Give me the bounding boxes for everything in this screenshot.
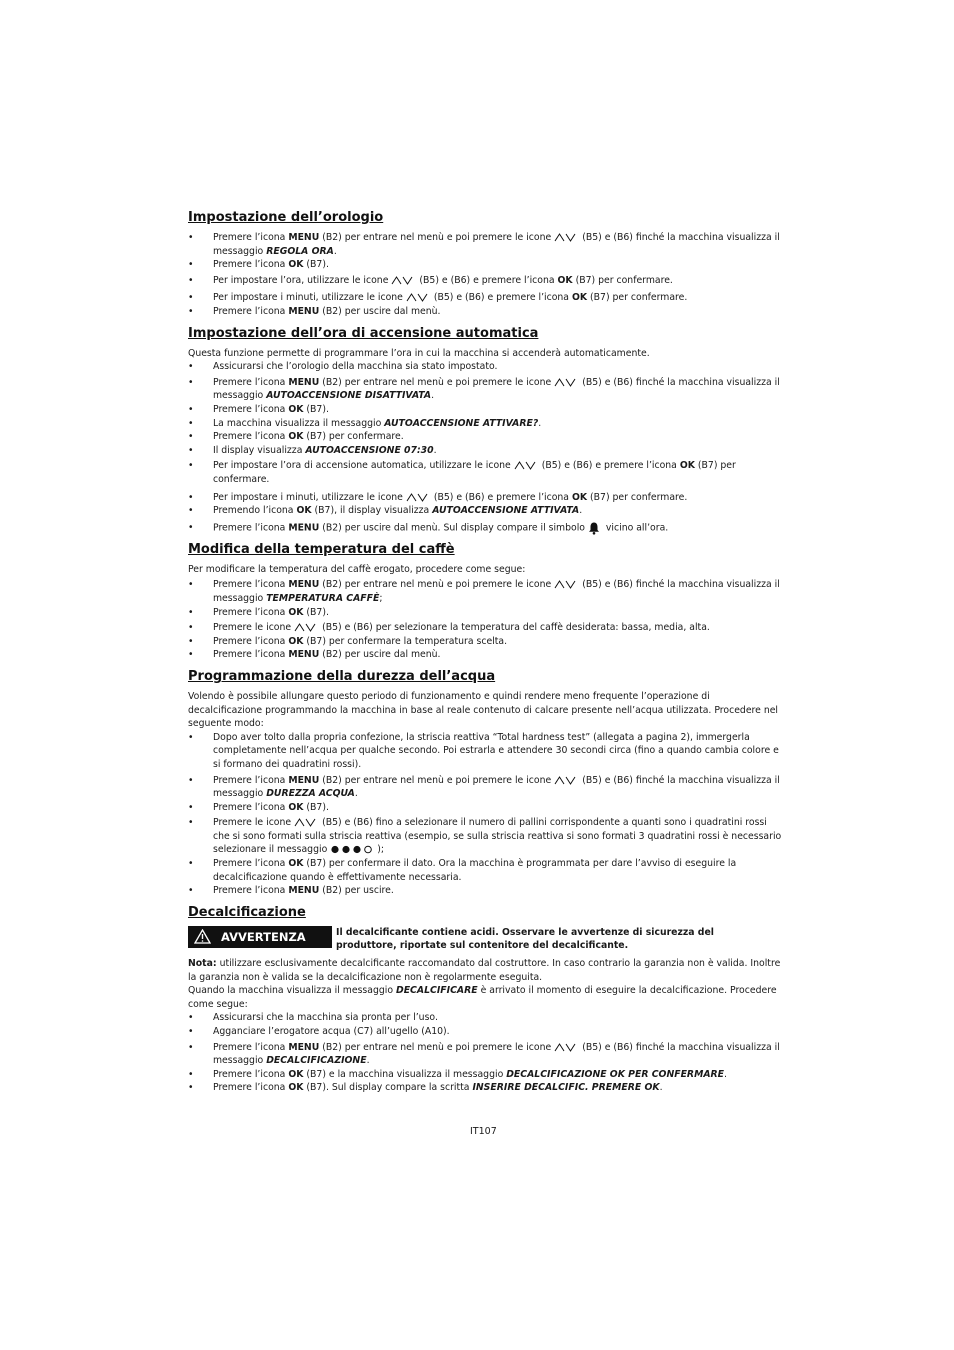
step-list [188, 731, 782, 898]
section-temperatura [188, 541, 782, 662]
list-item: • Premere l’icona OK (B7) per confermare. [188, 430, 782, 444]
up-down-arrows-icon [294, 818, 316, 827]
section-title: Impostazione dell’orologio [188, 210, 384, 225]
list-item: • Premere l’icona OK (B7). [188, 801, 782, 815]
section-intro: Questa funzione permette di programmare l’ora in cui la macchina si accenderà automaticamente. [188, 347, 650, 359]
up-down-arrows-icon [554, 776, 576, 785]
up-down-arrows-icon [554, 378, 576, 387]
bell-icon [587, 521, 601, 535]
page-number: IT107 [470, 1126, 497, 1137]
list-item: • Premere l’icona OK (B7) per confermare il dato. Ora la macchina è programmata per dare l’avviso di eseguire la decalcificazione quando è effettivamente necessaria. [188, 857, 782, 884]
up-down-arrows-icon [406, 493, 428, 502]
list-item: • Per impostare i minuti, utilizzare le icone (B5) e (B6) e premere l’icona OK (B7) per confermare. [188, 291, 782, 305]
section-title: Decalcificazione [188, 904, 306, 920]
list-item: • Premere l’icona OK (B7). [188, 258, 782, 272]
list-item: • Per impostare l’ora di accensione automatica, utilizzare le icone (B5) e (B6) e premere l’icona OK (B7) per confermare. [188, 459, 782, 486]
list-item: • Premere l’icona OK (B7). [188, 606, 782, 620]
list-item: • Premere l’icona MENU (B2) per entrare nel menù e poi premere le icone (B5) e (B6) finché la macchina visualizza il messaggio REGOLA ORA. [188, 231, 782, 258]
list-item: • Premere l’icona MENU (B2) per entrare nel menù e poi premere le icone (B5) e (B6) finché la macchina visualizza il messaggio DUREZZA ACQUA. [188, 774, 782, 801]
list-item: • La macchina visualizza il messaggio AUTOACCENSIONE ATTIVARE?. [188, 417, 782, 431]
intro-paragraph: Quando la macchina visualizza il messaggio DECALCIFICARE è arrivato il momento di eseguire la decalcificazione. Procedere come segue: [188, 985, 777, 1010]
section-durezza-acqua [188, 668, 782, 898]
section-intro: Per modificare la temperatura del caffè erogato, procedere come segue: [188, 563, 526, 575]
document-body [188, 209, 782, 1101]
list-item: • Premere l’icona MENU (B2) per uscire dal menù. Sul display compare il simbolo vicino all’ora. [188, 521, 782, 535]
section-orologio [188, 209, 782, 319]
section-title: Impostazione dell’ora di accensione automatica [188, 325, 539, 341]
step-list [188, 578, 782, 662]
up-down-arrows-icon [554, 233, 576, 242]
list-item: • Per impostare l’ora, utilizzare le icone (B5) e (B6) e premere l’icona OK (B7) per confermare. [188, 274, 782, 288]
list-item: • Premere l’icona OK (B7). Sul display compare la scritta INSERIRE DECALCIFIC. PREMERE OK. [188, 1081, 782, 1095]
list-item: • Il display visualizza AUTOACCENSIONE 07:30. [188, 444, 782, 458]
list-item: • Premere l’icona MENU (B2) per entrare nel menù e poi premere le icone (B5) e (B6) finché la macchina visualizza il messaggio AUTOACCENSIONE DISATTIVATA. [188, 376, 782, 403]
list-item: • Premendo l’icona OK (B7), il display visualizza AUTOACCENSIONE ATTIVATA. [188, 504, 782, 518]
step-list [188, 231, 782, 319]
warning-block [188, 926, 782, 953]
list-item: • Premere l’icona OK (B7) e la macchina visualizza il messaggio DECALCIFICAZIONE OK PER CONFERMARE. [188, 1068, 782, 1082]
list-item: • Premere le icone (B5) e (B6) per selezionare la temperatura del caffè desiderata: bassa, media, alta. [188, 621, 782, 635]
warning-badge [188, 926, 332, 948]
up-down-arrows-icon [514, 461, 536, 470]
warning-triangle-icon [194, 929, 211, 944]
list-item: • Premere l’icona OK (B7). [188, 403, 782, 417]
up-down-arrows-icon [554, 1043, 576, 1052]
up-down-arrows-icon [294, 623, 316, 632]
list-item: • Per impostare i minuti, utilizzare le icone (B5) e (B6) e premere l’icona OK (B7) per confermare. [188, 491, 782, 505]
list-item: • Premere l’icona MENU (B2) per uscire dal menù. [188, 305, 782, 319]
list-item: • Assicurarsi che la macchina sia pronta per l’uso. [188, 1011, 782, 1025]
list-item: • Agganciare l’erogatore acqua (C7) all’ugello (A10). [188, 1025, 782, 1039]
list-item: • Premere l’icona MENU (B2) per entrare nel menù e poi premere le icone (B5) e (B6) finché la macchina visualizza il messaggio DECALCIFICAZIONE. [188, 1041, 782, 1068]
section-title: Modifica della temperatura del caffè [188, 541, 455, 557]
list-item: • Premere l’icona MENU (B2) per uscire dal menù. [188, 648, 782, 662]
list-item: • Premere l’icona MENU (B2) per entrare nel menù e poi premere le icone (B5) e (B6) finché la macchina visualizza il messaggio TEMPERATURA CAFFÈ; [188, 578, 782, 605]
nota-paragraph: Nota: utilizzare esclusivamente decalcificante raccomandato dal costruttore. In caso contrario la garanzia non è valida. Inoltre la garanzia non è valida se la decalcificazione non è regolarmente eseguita. [188, 958, 781, 983]
warning-label: AVVERTENZA [221, 929, 306, 944]
step-list [188, 360, 782, 535]
up-down-arrows-icon [391, 276, 413, 285]
section-intro: Volendo è possibile allungare questo periodo di funzionamento e quindi rendere meno frequente l’operazione di decalcificazione programmando la macchina in base al reale contenuto di calcare presente nell’acqua utilizzata. Procedere nel seguente modo: [188, 690, 779, 730]
up-down-arrows-icon [406, 293, 428, 302]
hardness-dots-icon [330, 845, 374, 854]
step-list [188, 1011, 782, 1095]
section-title: Programmazione della durezza dell’acqua [188, 668, 496, 684]
up-down-arrows-icon [554, 580, 576, 589]
section-accensione-automatica [188, 325, 782, 535]
list-item: • Assicurarsi che l’orologio della macchina sia stato impostato. [188, 360, 782, 374]
list-item: • Premere l’icona OK (B7) per confermare la temperatura scelta. [188, 635, 782, 649]
section-decalcificazione [188, 904, 782, 1095]
list-item: • Premere l’icona MENU (B2) per uscire. [188, 884, 782, 898]
warning-text: Il decalcificante contiene acidi. Osservare le avvertenze di sicurezza del produttore, riportate sul contenitore del decalcificante. [336, 926, 714, 952]
list-item: • Dopo aver tolto dalla propria confezione, la striscia reattiva “Total hardness test” (allegata a pagina 2), immergerla completamente nell’acqua per qualche secondo. Poi estrarla e attendere 30 secondi circa (fino a quando cambia colore e si formano dei quadratini rossi). [188, 731, 782, 772]
list-item: • Premere le icone (B5) e (B6) fino a selezionare il numero di pallini corrispondente a quanti sono i quadratini rossi che si sono formati sulla striscia reattiva (esempio, se sulla striscia reattiva si sono formati 3 quadratini rossi è necessario selezionare il messaggio ); [188, 816, 782, 857]
